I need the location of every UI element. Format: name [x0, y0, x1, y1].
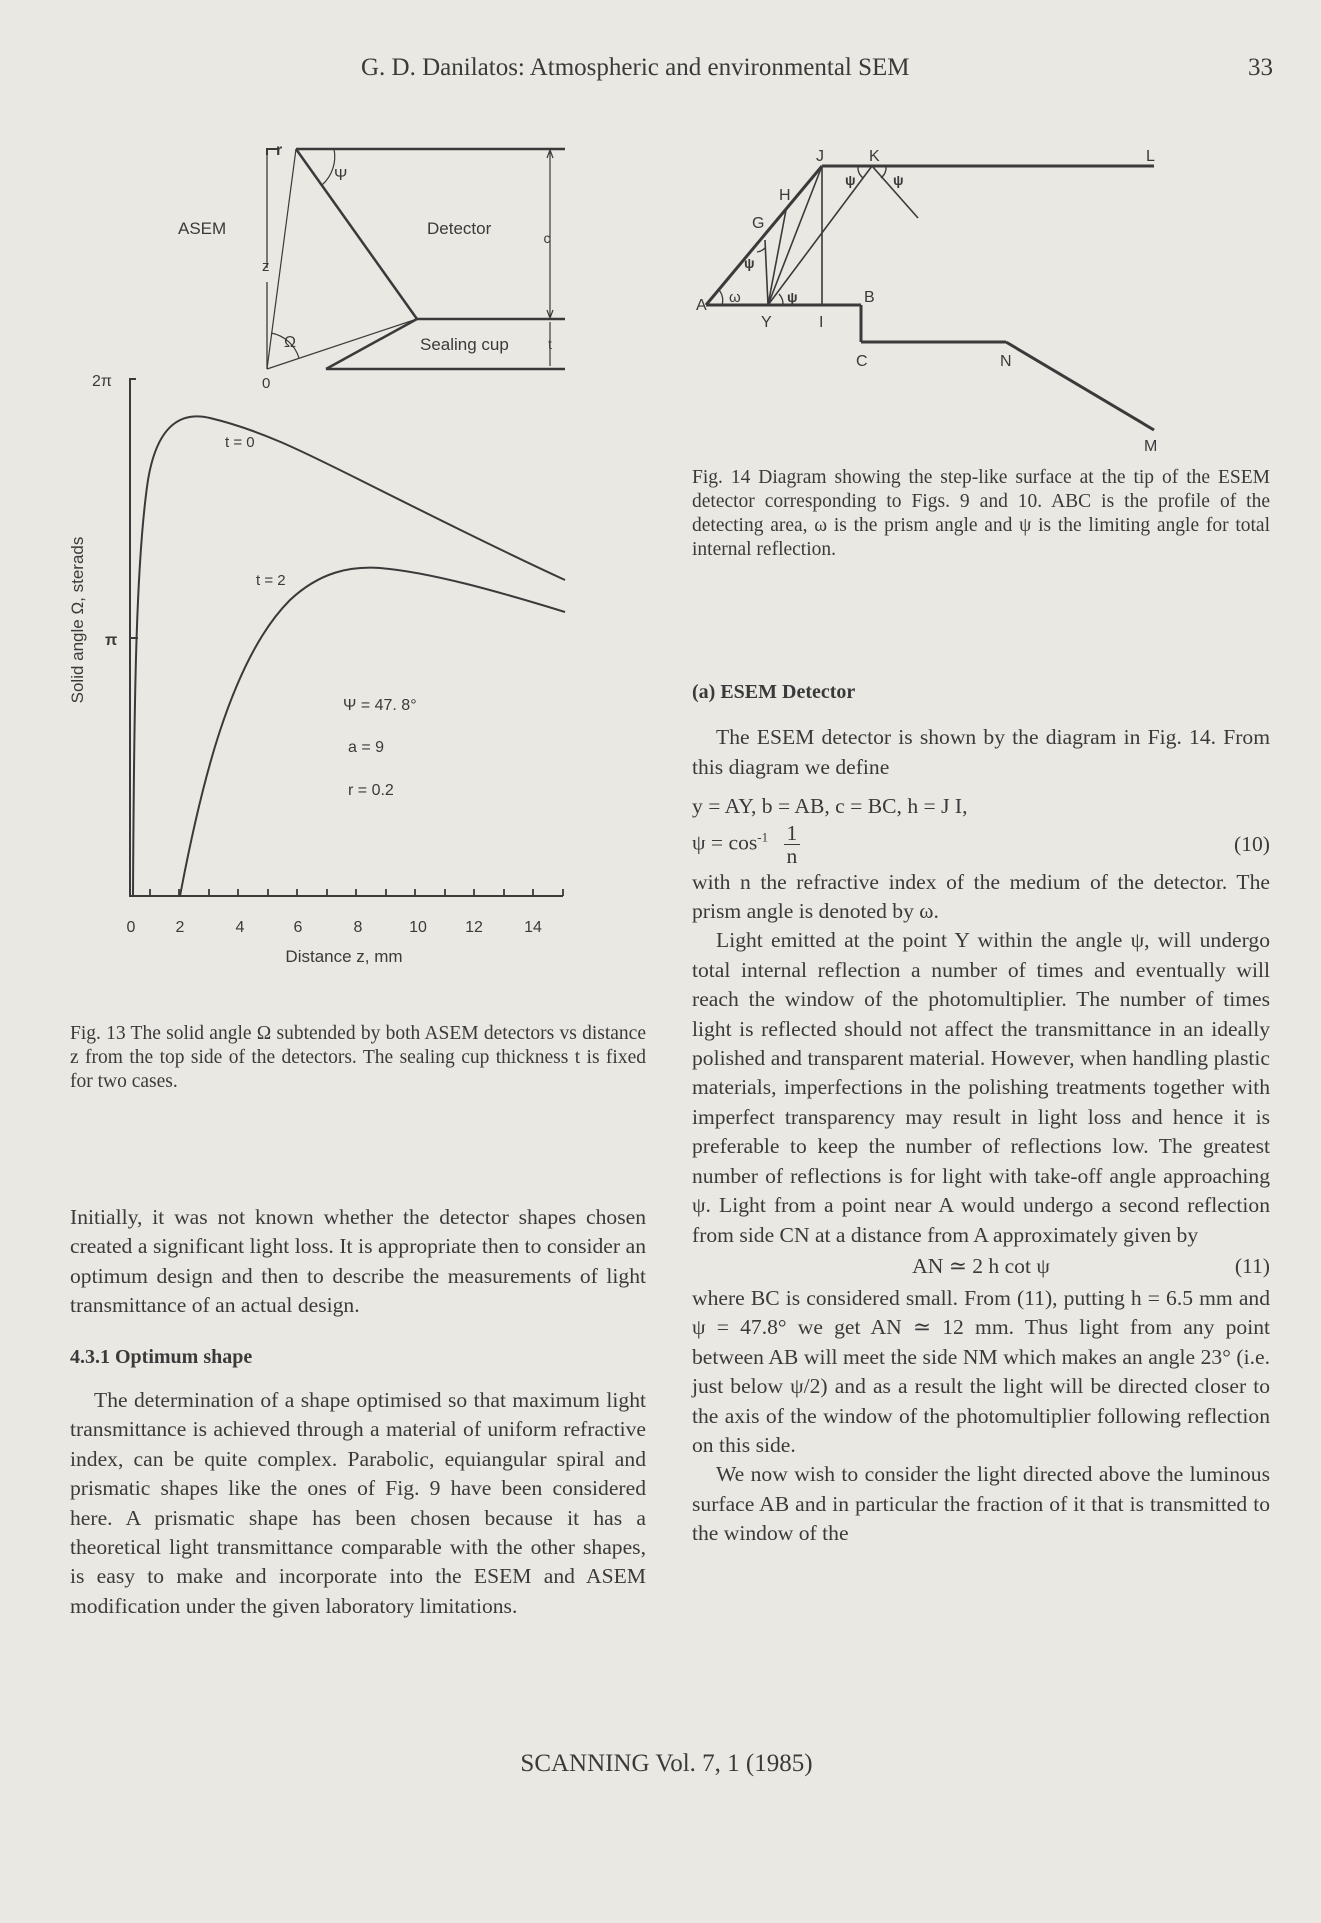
eq11-body: AN ≃ 2 h cot ψ — [912, 1253, 1050, 1278]
angle-label-omega: ω — [729, 289, 741, 306]
y-axis-label: Solid angle Ω, sterads — [68, 536, 87, 704]
x-tick-0: 0 — [126, 919, 136, 936]
journal-citation: SCANNING Vol. 7, 1 (1985) — [520, 1750, 813, 1777]
equation-11 — [692, 1252, 1270, 1282]
inset-label-r: r — [276, 142, 283, 159]
inset-label-asem: ASEM — [178, 219, 227, 238]
point-label-c: C — [856, 353, 868, 370]
fig13-inset-diagram — [266, 149, 565, 369]
curve-label-t0: t = 0 — [225, 434, 255, 451]
fig13-caption: Fig. 13 The solid angle Ω subtended by both ASEM detectors vs distance z from the top side of the detectors. The sealing cup thickness t is fixed for two cases. — [70, 1023, 646, 1092]
left-para-1: Initially, it was not known whether the detector shapes chosen created a significant light loss. It is appropriate then to consider an optimum design and then to describe the measurements of light transmittance of an actual design. — [70, 1205, 646, 1318]
curve-label-t2: t = 2 — [256, 572, 286, 589]
x-tick-8: 8 — [353, 919, 363, 936]
inset-label-sealing-cup: Sealing cup — [420, 335, 509, 354]
journal-footer — [0, 1750, 1321, 1778]
point-label-l: L — [1146, 148, 1155, 165]
annotation-a: a = 9 — [348, 739, 385, 756]
equation-10 — [692, 822, 1270, 868]
point-label-m: M — [1144, 438, 1158, 455]
x-axis-label: Distance z, mm — [285, 947, 403, 966]
x-tick-14: 14 — [524, 919, 542, 936]
point-label-h: H — [779, 187, 791, 204]
point-label-j: J — [816, 148, 824, 165]
point-label-a: A — [696, 297, 707, 314]
equation-definitions: y = AY, b = AB, c = BC, h = J I, — [692, 794, 968, 819]
fig14-caption: Fig. 14 Diagram showing the step-like surface at the tip of the ESEM detector corresponding to Figs. 9 and 10. ABC is the profile of the detecting area, ω is the prism angle and ψ is the limiting angle for total internal reflection. — [692, 467, 1270, 560]
point-label-b: B — [864, 289, 875, 306]
y-tick-2pi: 2π — [92, 373, 112, 390]
inset-label-t: t — [548, 336, 552, 352]
fig14-diagram — [680, 130, 1320, 460]
right-para-2: with n the refractive index of the medium of the detector. The prism angle is denoted by ω. — [692, 869, 1270, 924]
x-tick-12: 12 — [465, 919, 483, 936]
inset-label-origin: 0 — [262, 375, 271, 392]
running-header — [0, 50, 1321, 90]
left-column — [70, 1203, 646, 1621]
running-title: G. D. Danilatos: Atmospheric and environmental SEM — [361, 54, 910, 81]
point-label-n: N — [1000, 353, 1012, 370]
x-tick-10: 10 — [409, 919, 427, 936]
eq10-denominator: n — [786, 843, 798, 868]
right-para-4: where BC is considered small. From (11), putting h = 6.5 mm and ψ = 47.8° we get AN ≃ 12 mm. Thus light from any point between AB will meet the side NM which makes an angle 23° (i.e. just below ψ/2) and as a result the light will be directed closer to the axis of the window of the photomultiplier following reflection on this side. — [692, 1285, 1270, 1457]
eq10-sup: -1 — [757, 828, 769, 844]
point-label-y: Y — [761, 314, 772, 331]
inset-label-z: z — [262, 258, 270, 275]
point-label-g: G — [752, 215, 765, 232]
inset-label-c: c — [543, 230, 551, 246]
angle-label-psi-k-right: ψ — [893, 172, 904, 188]
point-label-i: I — [819, 314, 824, 331]
series-t0-curve — [133, 416, 565, 896]
annotation-psi: Ψ = 47. 8° — [343, 697, 417, 714]
chart-axes — [130, 379, 563, 896]
eq10-numerator: 1 — [784, 822, 801, 845]
point-label-k: K — [869, 148, 880, 165]
right-para-3: Light emitted at the point Y within the angle ψ, will undergo total internal reflection a number of times and eventually will reach the window of the photomultiplier. The number of times light is reflected should not affect the transmittance in an ideally polished and transparent material. However, when handling plastic materials, imperfections in the polishing treatments together with imperfect transparency may result in light loss and hence it is preferable to keep the number of reflections low. The greatest number of reflections is for light with take-off angle approaching ψ. Light from a point near A would undergo a second reflection from side CN at a distance from A approximately given by — [692, 928, 1270, 1247]
angle-label-psi-g: ψ — [744, 255, 755, 271]
inset-label-psi: Ψ — [334, 167, 348, 184]
eq10-number: (10) — [1234, 831, 1270, 856]
angle-label-psi-k-left: ψ — [845, 172, 856, 188]
annotation-r: r = 0.2 — [348, 782, 394, 799]
section-heading-optimum-shape: 4.3.1 Optimum shape — [70, 1345, 253, 1368]
right-para-1: The ESEM detector is shown by the diagram in Fig. 14. From this diagram we define — [692, 725, 1270, 779]
x-tick-6: 6 — [293, 919, 303, 936]
inset-label-omega: Ω — [284, 334, 296, 351]
eq11-number: (11) — [1234, 1253, 1270, 1278]
x-tick-2: 2 — [175, 919, 185, 936]
fig13-figure — [60, 130, 660, 990]
inset-label-detector: Detector — [427, 219, 492, 238]
page-number: 33 — [1248, 54, 1273, 81]
eq10-fraction — [784, 822, 801, 867]
left-para-2: The determination of a shape optimised so that maximum light transmittance is achieved through a material of uniform refractive index, can be quite complex. Parabolic, equiangular spiral and prismatic shapes like the ones of Fig. 9 have been considered here. A prismatic shape has been chosen because it has a theoretical light transmittance comparable with the other shapes, is easy to make and incorporate into the ESEM and ASEM modification under the given laboratory limitations. — [70, 1388, 646, 1618]
eq10-lhs: ψ = cos — [692, 830, 758, 855]
series-t2-curve — [180, 568, 565, 896]
angle-label-psi-y: ψ — [787, 289, 798, 305]
x-tick-4: 4 — [235, 919, 245, 936]
y-tick-pi: π — [105, 632, 118, 649]
right-para-5: We now wish to consider the light directed above the luminous surface AB and in particular the fraction of it that is transmitted to the window of the — [692, 1462, 1270, 1546]
right-column — [692, 678, 1270, 1549]
section-heading-esem-detector: (a) ESEM Detector — [692, 681, 856, 703]
